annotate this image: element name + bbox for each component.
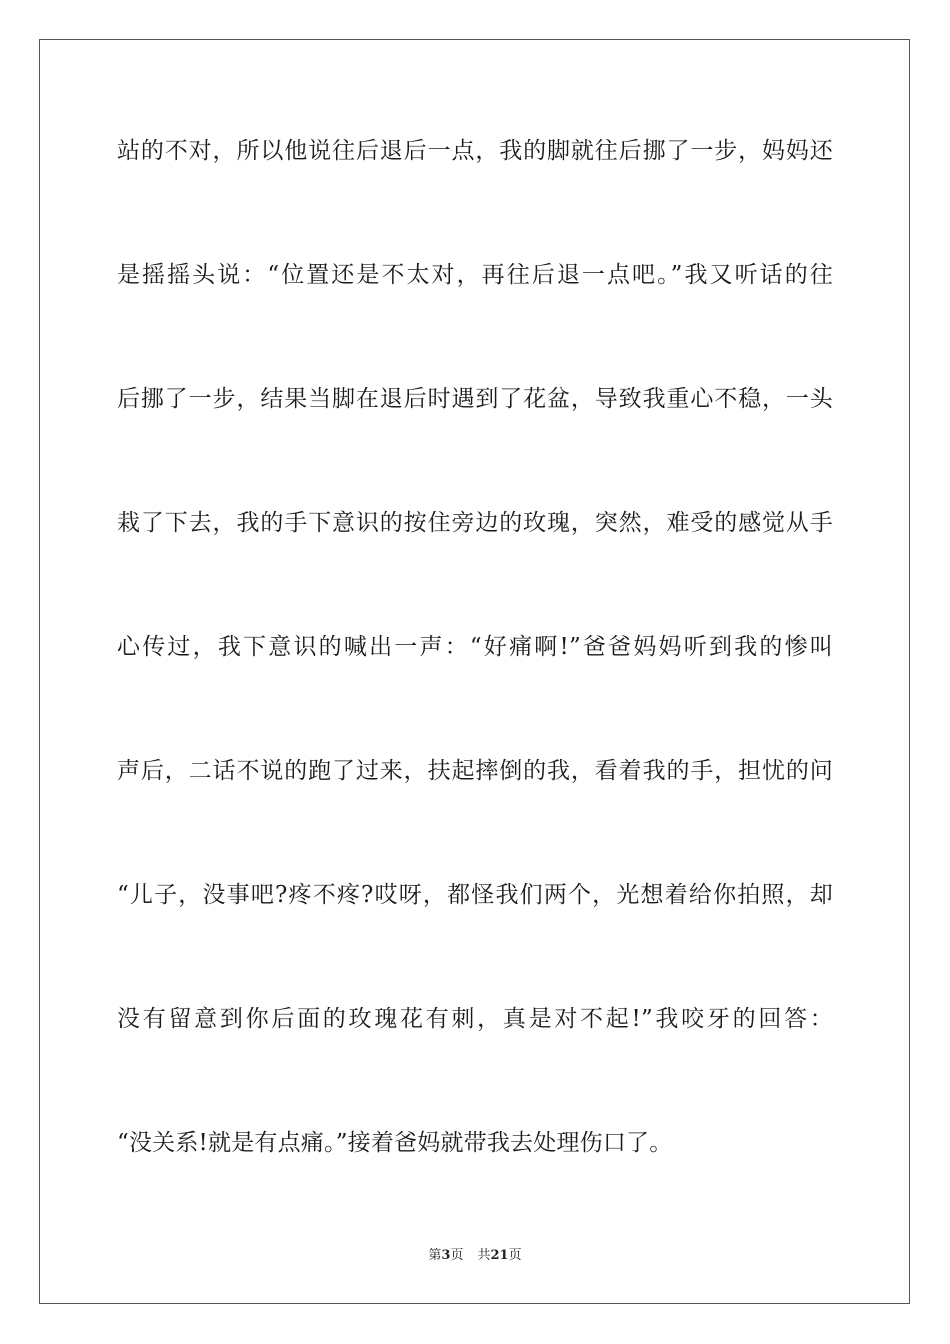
page-number: 3: [441, 1248, 451, 1263]
text-line-1: 站的不对，所以他说往后退后一点，我的脚就往后挪了一步，妈妈还: [117, 138, 833, 164]
total-prefix: 共: [477, 1248, 491, 1263]
text-line-5: 心传过，我下意识的喊出一声：“好痛啊!”爸爸妈妈听到我的惨叫: [117, 634, 833, 660]
text-line-9: “没关系!就是有点痛。”接着爸妈就带我去处理伤口了。: [117, 1130, 673, 1156]
document-body: [117, 128, 833, 1244]
page-suffix: 页: [450, 1248, 464, 1263]
text-line-3: 后挪了一步，结果当脚在退后时遇到了花盆，导致我重心不稳，一头: [117, 386, 833, 412]
text-line-2: 是摇摇头说：“位置还是不太对，再往后退一点吧。”我又听话的往: [117, 262, 833, 288]
page-prefix: 第: [428, 1248, 442, 1263]
text-line-4: 栽了下去，我的手下意识的按住旁边的玫瑰，突然，难受的感觉从手: [117, 510, 833, 536]
page-footer: [0, 1247, 950, 1265]
text-line-8: 没有留意到你后面的玫瑰花有刺，真是对不起!”我咬牙的回答：: [117, 1006, 833, 1032]
total-suffix: 页: [508, 1248, 522, 1263]
text-line-6: 声后，二话不说的跑了过来，扶起摔倒的我，看着我的手，担忧的问: [117, 758, 833, 784]
total-pages: 21: [490, 1248, 509, 1263]
text-line-7: “儿子，没事吧?疼不疼?哎呀，都怪我们两个，光想着给你拍照，却: [117, 882, 833, 908]
